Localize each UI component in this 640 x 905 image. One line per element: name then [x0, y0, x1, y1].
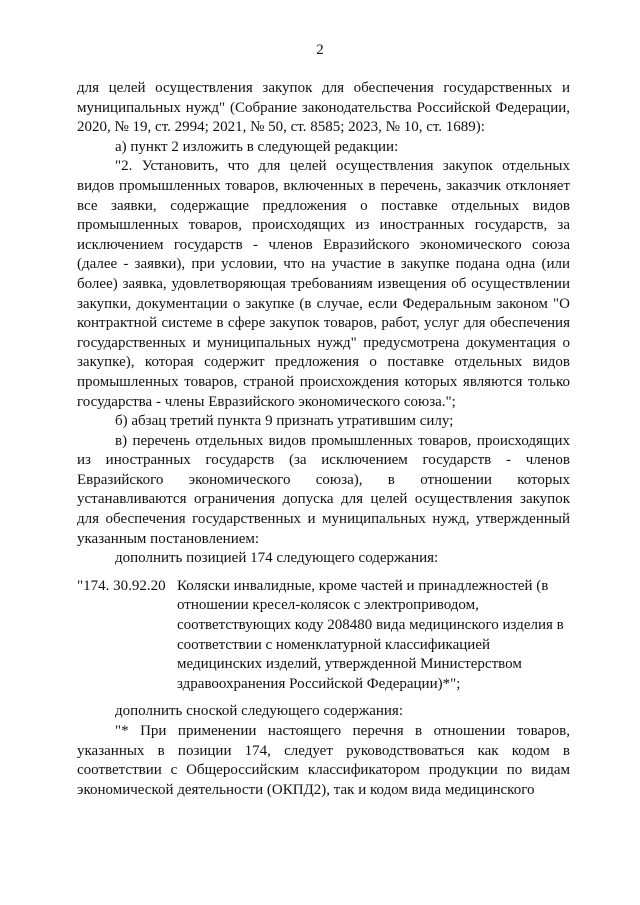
position-174-description: Коляски инвалидные, кроме частей и принадлежностей (в отношении кресел-колясок с электроприводом, соответствующих коду 208480 вида медицинского изделия в соответствии с номенклатурной классификацией медицинских изделий, утвержденной Министерством здравоохранения Российской Федерации)*";	[177, 577, 564, 692]
add-position-paragraph: дополнить позицией 174 следующего содержания:	[115, 550, 439, 567]
add-footnote-paragraph: дополнить сноской следующего содержания:	[115, 703, 404, 720]
footnote-text-paragraph: "* При применении настоящего перечня в отношении товаров, указанных в позиции 174, следует руководствоваться как кодом в соответствии с Общероссийским классификатором продукции по видам экономической деятельности (ОКПД2), так и кодом вида медицинского	[77, 723, 570, 798]
intro-paragraph: для целей осуществления закупок для обеспечения государственных и муниципальных нужд" (Собрание законодательства Российской Федерации, 2020, № 19, ст. 2994; 2021, № 50, ст. 8585; 2023, № 10, ст. 1689):	[77, 80, 570, 136]
item-v-paragraph: в) перечень отдельных видов промышленных товаров, происходящих из иностранных государств (за исключением государств - членов Евразийского экономического союза), в отношении которых устанавливаются ограничения допуска для целей осуществления закупок для обеспечения государственных и муниципальных нужд, утвержденный указанным постановлением:	[77, 432, 570, 547]
item-b-paragraph: б) абзац третий пункта 9 признать утратившим силу;	[115, 413, 454, 430]
position-174-row	[77, 577, 570, 695]
item-a-new-text: "2. Установить, что для целей осуществления закупок отдельных видов промышленных товаров, включенных в перечень, заказчик отклоняет все заявки, содержащие предложения о поставке отдельных видов промышленных товаров, происходящих из иностранных государств, за исключением государств - членов Евразийского экономического союза (далее - заявки), при условии, что на участие в закупке подана одна (или более) заявка, удовлетворяющая требованиям извещения об осуществлении закупки, документации о закупке (в случае, если Федеральным законом "О контрактной системе в сфере закупок товаров, работ, услуг для обеспечения государственных и муниципальных нужд" предусмотрена документация о закупке), которая содержит предложения о поставке отдельных видов промышленных товаров, страной происхождения которых являются только государства - члены Евразийского экономического союза.";	[77, 158, 570, 410]
document-body	[77, 79, 570, 800]
item-a-paragraph: а) пункт 2 изложить в следующей редакции:	[115, 138, 399, 155]
position-174-code: "174. 30.92.20	[77, 577, 166, 594]
page-number: 2	[316, 42, 324, 58]
